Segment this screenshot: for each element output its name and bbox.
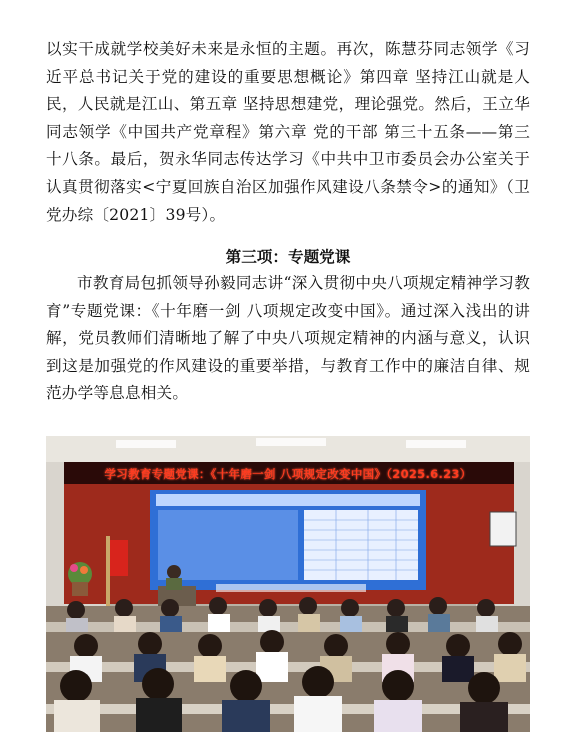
body-paragraph-1: 以实干成就学校美好未来是永恒的主题。再次，陈慧芬同志领学《习近平总书记关于党的建设的重要思想概论》第四章 坚持江山就是人民，人民就是江山、第五章 坚持思想建党，理论强党。然后，王立华同志领学《中国共产党章程》第六章 党的干部 第三十五条——第三十八条。最后，贺永华同志传达学习《中共中卫市委员会办公室关于认真贯彻落实<宁夏回族自治区加强作风建设八条禁令>的通知》（卫党办综〔2021〕39号）。 [46, 40, 530, 224]
led-banner-text: 学习教育专题党课：《十年磨一剑 八项规定改变中国》（2025.6.23） [104, 467, 472, 481]
meeting-photo [46, 436, 530, 732]
section-heading: 第三项：专题党课 [225, 248, 351, 266]
body-paragraph-2: 市教育局包抓领导孙毅同志讲“深入贯彻中央八项规定精神学习教育”专题党课：《十年磨一剑 八项规定改变中国》。通过深入浅出的讲解，党员教师们清晰地了解了中央八项规定精神的内涵与意义，认识到这是加强党的作风建设的重要举措，与教育工作中的廉洁自律、规范办学等息息相关。 [46, 274, 530, 403]
